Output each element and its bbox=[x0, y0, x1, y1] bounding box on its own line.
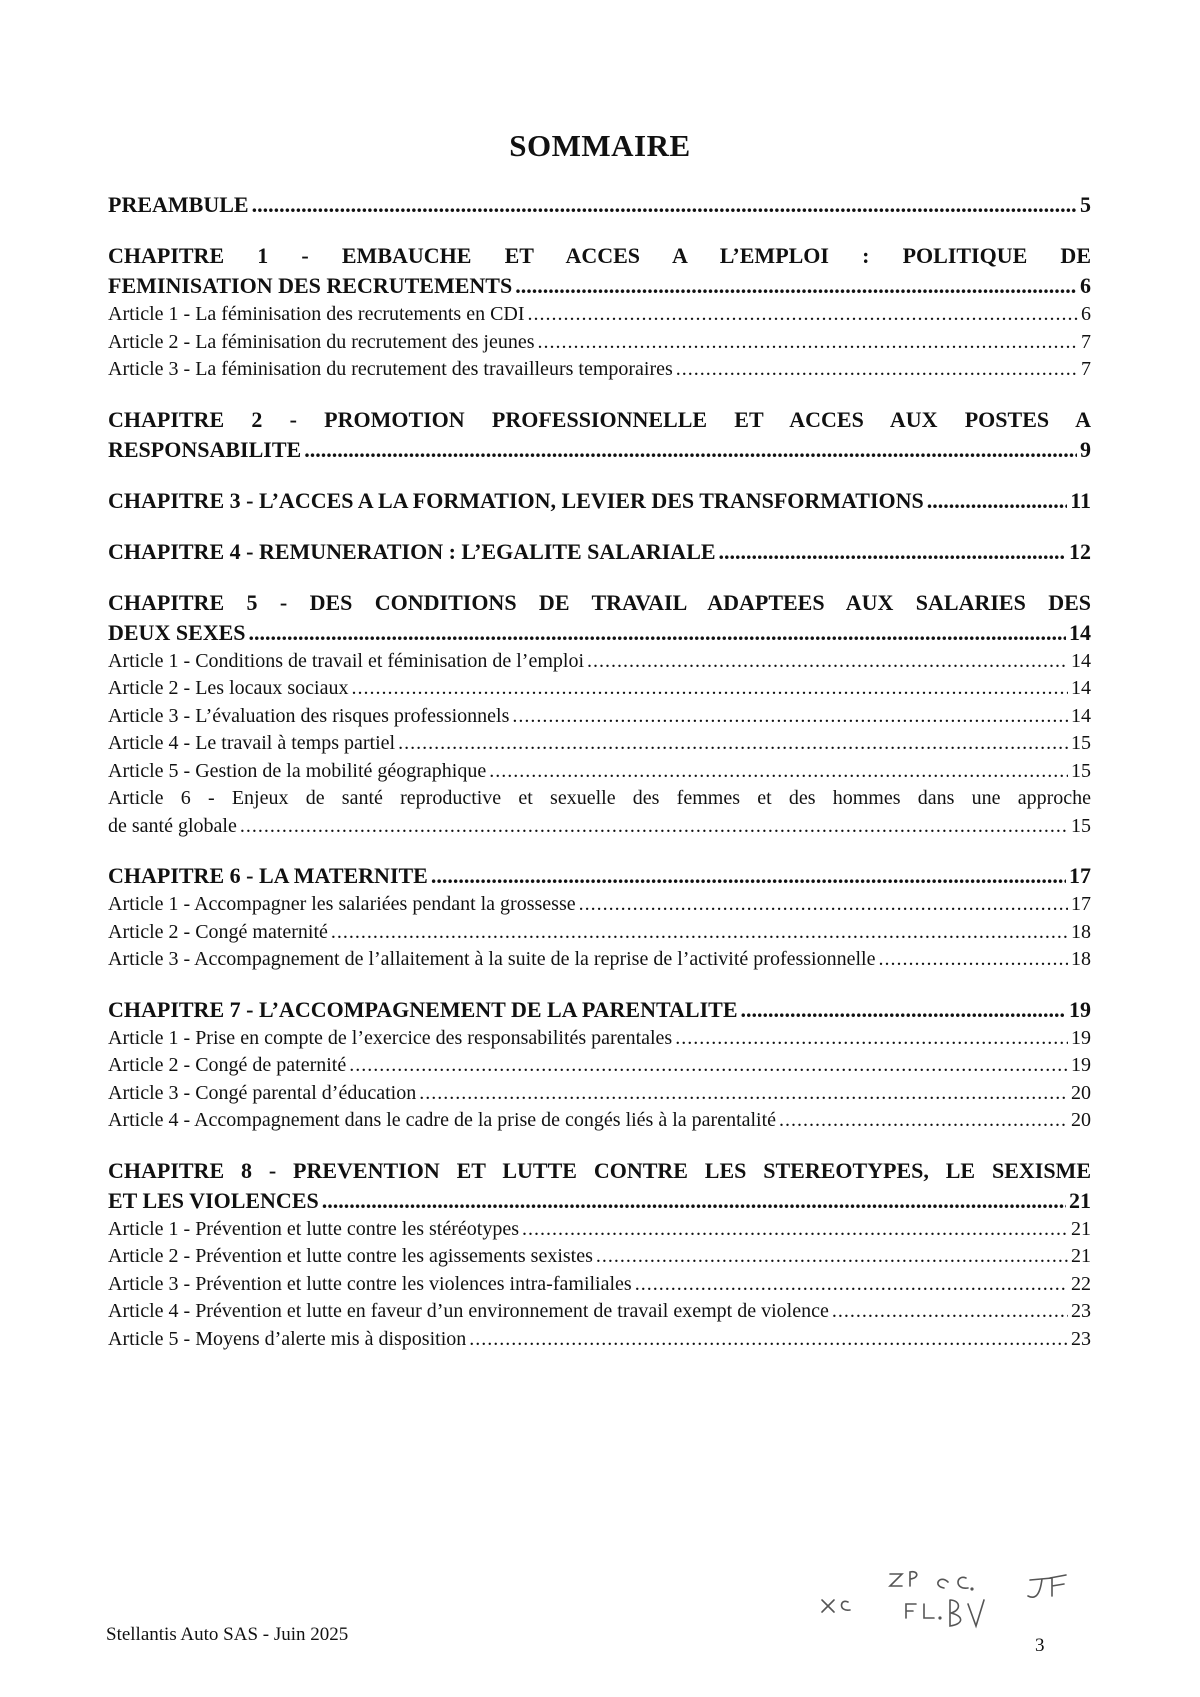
dot-leader bbox=[240, 813, 1068, 841]
dot-leader bbox=[322, 1186, 1066, 1216]
toc-entry-title: DEUX SEXES bbox=[108, 619, 246, 645]
table-of-contents bbox=[108, 190, 1091, 1353]
toc-page-number: 21 bbox=[1069, 1187, 1091, 1213]
toc-entry-title: Article 4 - Prévention et lutte en faveur d’un environnement de travail exempt de violence bbox=[108, 1300, 829, 1322]
toc-entry-title: Article 1 - La féminisation des recrutements en CDI bbox=[108, 303, 525, 325]
toc-entry-title: Article 2 - Prévention et lutte contre les agissements sexistes bbox=[108, 1245, 593, 1267]
toc-page-number: 18 bbox=[1071, 948, 1091, 970]
dot-leader bbox=[579, 891, 1068, 919]
footer-company: Stellantis Auto SAS - Juin 2025 bbox=[106, 1624, 349, 1645]
toc-article-entry bbox=[108, 1216, 1091, 1244]
toc-chapter-entry bbox=[108, 995, 1091, 1025]
toc-article-entry bbox=[108, 891, 1091, 919]
toc-page-number: 9 bbox=[1080, 436, 1091, 462]
toc-article-entry bbox=[108, 1107, 1091, 1135]
toc-entry-lead: CHAPITRE 8 - PREVENTION ET LUTTE CONTRE LES STEREOTYPES, LE SEXISME bbox=[108, 1157, 1091, 1183]
toc-chapter-entry bbox=[108, 588, 1091, 648]
dot-leader bbox=[676, 356, 1078, 384]
dot-leader bbox=[538, 329, 1078, 357]
toc-entry-title: Article 3 - Prévention et lutte contre les violences intra-familiales bbox=[108, 1272, 632, 1295]
dot-leader bbox=[512, 703, 1068, 731]
dot-leader bbox=[469, 1326, 1068, 1354]
toc-entry-title: Article 1 - Prévention et lutte contre les stéréotypes bbox=[108, 1217, 519, 1240]
toc-page-number: 15 bbox=[1071, 732, 1091, 754]
toc-page-number: 12 bbox=[1069, 538, 1091, 564]
toc-page-number: 15 bbox=[1071, 759, 1091, 782]
toc-entry-title: Article 2 - Les locaux sociaux bbox=[108, 677, 349, 699]
toc-page-number: 5 bbox=[1080, 192, 1091, 217]
toc-page-number: 22 bbox=[1071, 1272, 1091, 1295]
dot-leader bbox=[398, 730, 1068, 758]
dot-leader bbox=[249, 618, 1066, 648]
dot-leader bbox=[419, 1080, 1068, 1108]
toc-entry-title: CHAPITRE 3 - L’ACCES A LA FORMATION, LEVIER DES TRANSFORMATIONS bbox=[108, 487, 924, 513]
dot-leader bbox=[528, 301, 1078, 329]
toc-chapter-entry bbox=[108, 537, 1091, 567]
toc-article-entry bbox=[108, 730, 1091, 758]
toc-page-number: 14 bbox=[1069, 619, 1091, 645]
dot-leader bbox=[351, 675, 1068, 703]
dot-leader bbox=[431, 861, 1066, 891]
toc-article-entry bbox=[108, 1052, 1091, 1080]
toc-entry-title: Article 3 - La féminisation du recrutement des travailleurs temporaires bbox=[108, 358, 673, 380]
toc-page-number: 23 bbox=[1071, 1327, 1091, 1350]
toc-entry-lead: CHAPITRE 2 - PROMOTION PROFESSIONNELLE ET ACCES AUX POSTES A bbox=[108, 406, 1091, 432]
toc-page-number: 21 bbox=[1071, 1245, 1091, 1267]
toc-chapter-entry bbox=[108, 241, 1091, 301]
toc-article-entry bbox=[108, 1025, 1091, 1053]
dot-leader bbox=[349, 1052, 1068, 1080]
toc-article-entry bbox=[108, 758, 1091, 786]
toc-entry-title: Article 3 - Accompagnement de l’allaitement à la suite de la reprise de l’activité professionnelle bbox=[108, 948, 876, 970]
toc-article-entry bbox=[108, 785, 1091, 840]
dot-leader bbox=[522, 1216, 1068, 1244]
toc-page-number: 19 bbox=[1071, 1054, 1091, 1076]
dot-leader bbox=[635, 1271, 1068, 1299]
toc-article-entry bbox=[108, 1271, 1091, 1299]
toc-article-entry bbox=[108, 675, 1091, 703]
toc-page-number: 6 bbox=[1080, 273, 1091, 298]
toc-article-entry bbox=[108, 703, 1091, 731]
toc-page-number: 23 bbox=[1071, 1300, 1091, 1322]
dot-leader bbox=[878, 946, 1068, 974]
toc-article-entry bbox=[108, 1326, 1091, 1354]
toc-entry-title: de santé globale bbox=[108, 814, 237, 837]
dot-leader bbox=[252, 190, 1077, 220]
toc-article-entry bbox=[108, 1080, 1091, 1108]
toc-article-entry bbox=[108, 648, 1091, 676]
toc-entry-title: Article 1 - Conditions de travail et féminisation de l’emploi bbox=[108, 649, 584, 672]
dot-leader bbox=[675, 1025, 1068, 1053]
handwritten-initials bbox=[820, 1560, 1080, 1640]
toc-entry-title: Article 3 - L’évaluation des risques professionnels bbox=[108, 704, 510, 727]
toc-page-number: 19 bbox=[1071, 1026, 1091, 1049]
toc-page-number: 19 bbox=[1069, 996, 1091, 1022]
toc-chapter-entry bbox=[108, 486, 1091, 516]
dot-leader bbox=[719, 537, 1066, 567]
toc-chapter-entry bbox=[108, 190, 1091, 220]
toc-entry-title: Article 1 - Prise en compte de l’exercice des responsabilités parentales bbox=[108, 1026, 673, 1049]
toc-entry-title: Article 5 - Moyens d’alerte mis à disposition bbox=[108, 1327, 467, 1350]
toc-page-number: 18 bbox=[1071, 920, 1091, 943]
page-number: 3 bbox=[1035, 1635, 1045, 1656]
toc-page-number: 7 bbox=[1081, 358, 1091, 380]
toc-entry-title: Article 5 - Gestion de la mobilité géographique bbox=[108, 759, 487, 782]
toc-entry-lead: CHAPITRE 1 - EMBAUCHE ET ACCES A L’EMPLOI : POLITIQUE DE bbox=[108, 243, 1091, 268]
toc-article-entry bbox=[108, 301, 1091, 329]
toc-article-entry bbox=[108, 356, 1091, 384]
dot-leader bbox=[515, 271, 1077, 301]
toc-entry-lead: CHAPITRE 5 - DES CONDITIONS DE TRAVAIL ADAPTEES AUX SALARIES DES bbox=[108, 589, 1091, 615]
toc-entry-title: PREAMBULE bbox=[108, 192, 249, 217]
toc-chapter-entry bbox=[108, 1156, 1091, 1216]
dot-leader bbox=[587, 648, 1068, 676]
toc-page-number: 6 bbox=[1081, 303, 1091, 325]
toc-page-number: 14 bbox=[1071, 649, 1091, 672]
toc-entry-title: CHAPITRE 7 - L’ACCOMPAGNEMENT DE LA PARENTALITE bbox=[108, 996, 738, 1022]
page-title: SOMMAIRE bbox=[509, 128, 691, 163]
dot-leader bbox=[832, 1298, 1068, 1326]
toc-entry-title: CHAPITRE 6 - LA MATERNITE bbox=[108, 863, 428, 888]
toc-article-entry bbox=[108, 1243, 1091, 1271]
toc-article-entry bbox=[108, 1298, 1091, 1326]
toc-entry-title: Article 4 - Accompagnement dans le cadre de la prise de congés liés à la parentalité bbox=[108, 1109, 777, 1131]
toc-entry-title: RESPONSABILITE bbox=[108, 436, 302, 462]
toc-page-number: 17 bbox=[1071, 893, 1091, 915]
toc-page-number: 7 bbox=[1081, 330, 1091, 353]
dot-leader bbox=[489, 758, 1068, 786]
toc-article-entry bbox=[108, 329, 1091, 357]
toc-entry-title: CHAPITRE 4 - REMUNERATION : L’EGALITE SALARIALE bbox=[108, 538, 716, 564]
toc-article-entry bbox=[108, 919, 1091, 947]
dot-leader bbox=[596, 1243, 1068, 1271]
toc-page-number: 11 bbox=[1070, 487, 1091, 513]
toc-page-number: 14 bbox=[1071, 704, 1091, 727]
toc-entry-title: Article 2 - La féminisation du recrutement des jeunes bbox=[108, 330, 535, 353]
toc-page-number: 21 bbox=[1071, 1217, 1091, 1240]
dot-leader bbox=[927, 486, 1067, 516]
dot-leader bbox=[741, 995, 1066, 1025]
toc-chapter-entry bbox=[108, 861, 1091, 891]
toc-entry-title: FEMINISATION DES RECRUTEMENTS bbox=[108, 273, 513, 298]
toc-entry-title: Article 2 - Congé maternité bbox=[108, 920, 328, 943]
toc-chapter-entry bbox=[108, 405, 1091, 465]
toc-page-number: 15 bbox=[1071, 814, 1091, 837]
toc-page-number: 17 bbox=[1069, 863, 1091, 888]
toc-page-number: 20 bbox=[1071, 1109, 1091, 1131]
dot-leader bbox=[331, 919, 1068, 947]
toc-entry-title: ET LES VIOLENCES bbox=[108, 1187, 319, 1213]
toc-entry-title: Article 2 - Congé de paternité bbox=[108, 1054, 347, 1076]
toc-article-entry bbox=[108, 946, 1091, 974]
dot-leader bbox=[304, 435, 1077, 465]
dot-leader bbox=[779, 1107, 1068, 1135]
toc-entry-title: Article 4 - Le travail à temps partiel bbox=[108, 732, 396, 754]
toc-entry-title: Article 1 - Accompagner les salariées pendant la grossesse bbox=[108, 893, 576, 915]
toc-entry-title: Article 3 - Congé parental d’éducation bbox=[108, 1081, 417, 1104]
toc-page-number: 14 bbox=[1071, 677, 1091, 699]
toc-page-number: 20 bbox=[1071, 1081, 1091, 1104]
toc-entry-lead: Article 6 - Enjeux de santé reproductive et sexuelle des femmes et des hommes dans une approche bbox=[108, 787, 1091, 809]
